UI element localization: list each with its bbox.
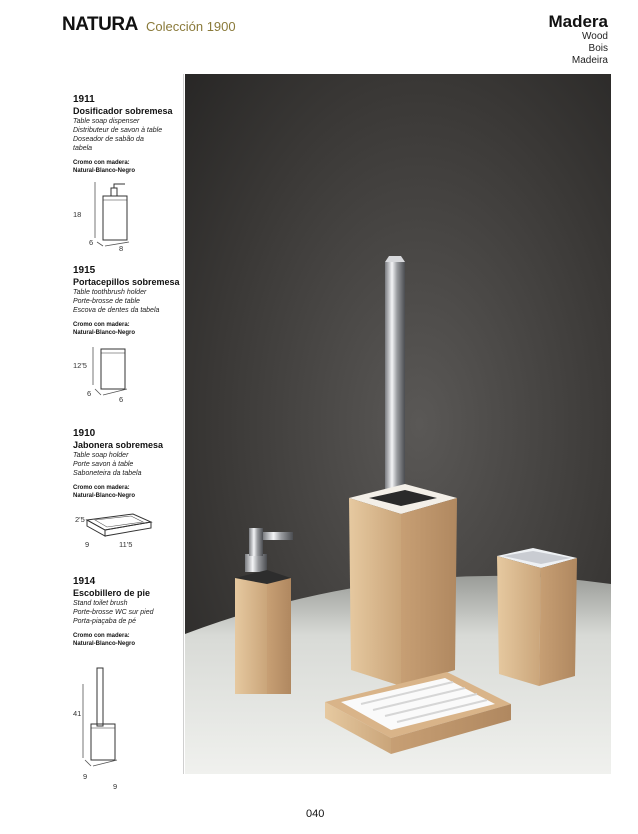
finish-options: Natural-Blanco-Negro (73, 330, 136, 336)
brand-title: NATURA (62, 14, 138, 35)
dim-height: 41 (73, 709, 82, 718)
product-translation: Escova de dentes da tabela (73, 307, 160, 314)
finish-options: Natural-Blanco-Negro (73, 641, 136, 647)
dim-width: 6 (87, 389, 92, 398)
finish-label: Cromo con madera: (73, 485, 130, 491)
product-name: Dosificador sobremesa (73, 106, 173, 116)
product-translation: Porte-brosse WC sur pied (73, 609, 154, 616)
product-translation: Saboneteira da tabela (73, 470, 142, 477)
product-name: Jabonera sobremesa (73, 440, 164, 450)
product-translation: Table soap dispenser (73, 118, 140, 125)
dim-depth: 9 (113, 782, 118, 791)
product-name: Portacepillos sobremesa (73, 277, 180, 287)
product-1915 (73, 265, 183, 404)
product-name: Escobillero de pie (73, 588, 151, 598)
product-translation: Porte savon à table (73, 461, 134, 468)
finish-options: Natural-Blanco-Negro (73, 493, 136, 499)
product-translation: Doseador de sabão da (73, 136, 144, 143)
product-translation: tabela (73, 145, 93, 152)
product-1910 (73, 428, 183, 549)
material-translation-fr: Bois (588, 43, 608, 54)
product-1914 (73, 576, 183, 791)
product-code: 1910 (73, 428, 96, 439)
dim-depth: 6 (119, 395, 124, 404)
finish-label: Cromo con madera: (73, 633, 130, 639)
dim-height: 2'5 (75, 515, 85, 524)
product-code: 1915 (73, 265, 96, 276)
product-translation: Porte-brosse de table (73, 298, 140, 305)
product-translation: Stand toilet brush (73, 600, 128, 607)
material-block (548, 12, 608, 67)
product-photo (185, 74, 611, 774)
product-code: 1914 (73, 576, 96, 587)
page-number: 040 (306, 808, 325, 820)
finish-options: Natural-Blanco-Negro (73, 168, 136, 174)
product-translation: Table soap holder (73, 452, 129, 459)
product-translation: Porta-piaçaba de pé (73, 618, 137, 625)
finish-label: Cromo con madera: (73, 160, 130, 166)
dim-width: 9 (85, 540, 90, 549)
dim-height: 12'5 (73, 361, 87, 370)
dim-height: 18 (73, 210, 82, 219)
dim-depth: 8 (119, 244, 124, 253)
toilet-brush-drawing (73, 664, 173, 774)
dim-width: 9 (83, 772, 88, 781)
product-translation: Table toothbrush holder (73, 289, 147, 296)
sidebar-divider (183, 74, 184, 774)
product-code: 1911 (73, 94, 95, 105)
product-translation: Distributeur de savon à table (73, 127, 163, 134)
product-1911 (73, 94, 183, 253)
finish-label: Cromo con madera: (73, 322, 130, 328)
material-translation-pt: Madeira (571, 55, 608, 66)
dim-length: 11'5 (119, 540, 133, 549)
collection-title: Colección 1900 (146, 19, 236, 34)
material-title: Madera (548, 12, 608, 31)
material-translation-en: Wood (582, 31, 608, 42)
dim-width: 6 (89, 238, 94, 247)
